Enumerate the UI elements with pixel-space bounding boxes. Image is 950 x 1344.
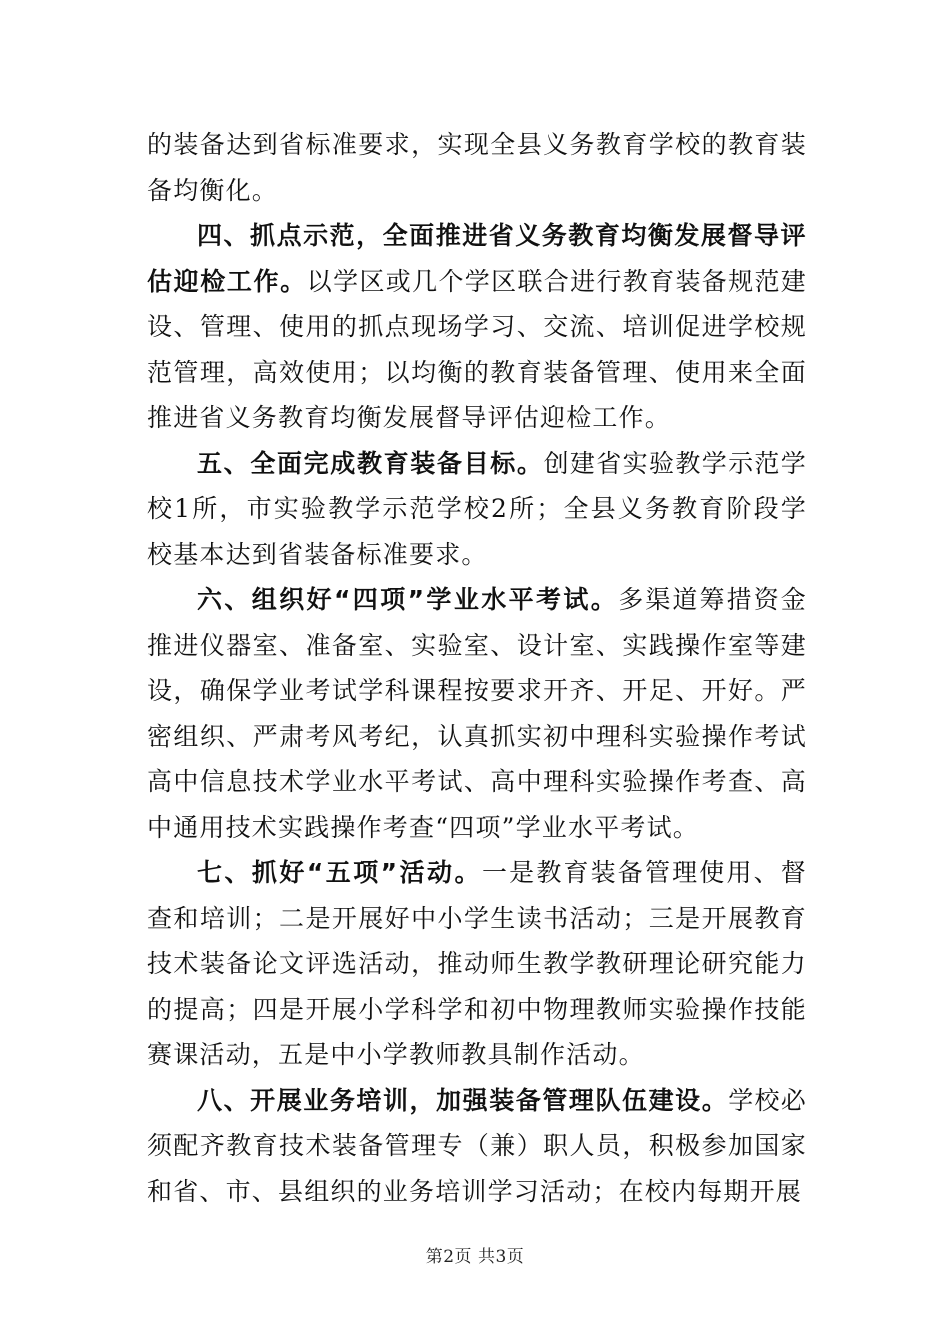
paragraph-text: 一是教育装备管理使用、督查和培训；二是开展好中小学生读书活动；三是开展教育技术装备论文评选活动，推动师生教学教研理论研究能力的提高；四是开展小学科学和初中物理教师实验操作技能赛课活动，五是中小学教师教具制作活动。 — [147, 858, 807, 1069]
paragraph-section-8 — [147, 1078, 807, 1215]
paragraph-section-7 — [147, 850, 807, 1078]
paragraph-section-4 — [147, 213, 807, 441]
paragraph-heading: 七、抓好“五项”活动。 — [197, 858, 482, 887]
paragraph-heading: 四、抓点示范，全面推进省义务教育均衡发展督导评估迎检工作。 — [147, 221, 807, 296]
paragraph-heading: 八、开展业务培训，加强装备管理队伍建设。 — [197, 1085, 729, 1115]
document-body — [147, 122, 807, 1214]
paragraph-text: 的装备达到省标准要求，实现全县义务教育学校的教育装备均衡化。 — [147, 130, 807, 205]
paragraph-text: 多渠道筹措资金推进仪器室、准备室、实验室、设计室、实践操作室等建设，确保学业考试学科课程按要求开齐、开足、开好。严密组织、严肃考风考纪，认真抓实初中理科实验操作考试高中信息技术学业水平考试、高中理科实验操作考查、高中通用技术实践操作考查“四项”学业水平考试。 — [147, 585, 807, 842]
paragraph-text: 创建省实验教学示范学校1所，市实验教学示范学校2所；全县义务教育阶段学校基本达到省装备标准要求。 — [147, 448, 807, 569]
paragraph-heading: 六、组织好“四项”学业水平考试。 — [197, 585, 619, 614]
paragraph-section-6 — [147, 577, 807, 850]
paragraph-continuation — [147, 122, 807, 213]
paragraph-heading: 五、全面完成教育装备目标。 — [197, 448, 544, 478]
paragraph-section-5 — [147, 441, 807, 578]
paragraph-text: 学校必须配齐教育技术装备管理专（兼）职人员，积极参加国家和省、市、县组织的业务培训学习活动；在校内每期开展 — [147, 1085, 807, 1206]
page-number-footer: 第2页 共3页 — [425, 1247, 525, 1267]
paragraph-text: 以学区或几个学区联合进行教育装备规范建设、管理、使用的抓点现场学习、交流、培训促进学校规范管理，高效使用；以均衡的教育装备管理、使用来全面推进省义务教育均衡发展督导评估迎检工作。 — [147, 266, 807, 432]
